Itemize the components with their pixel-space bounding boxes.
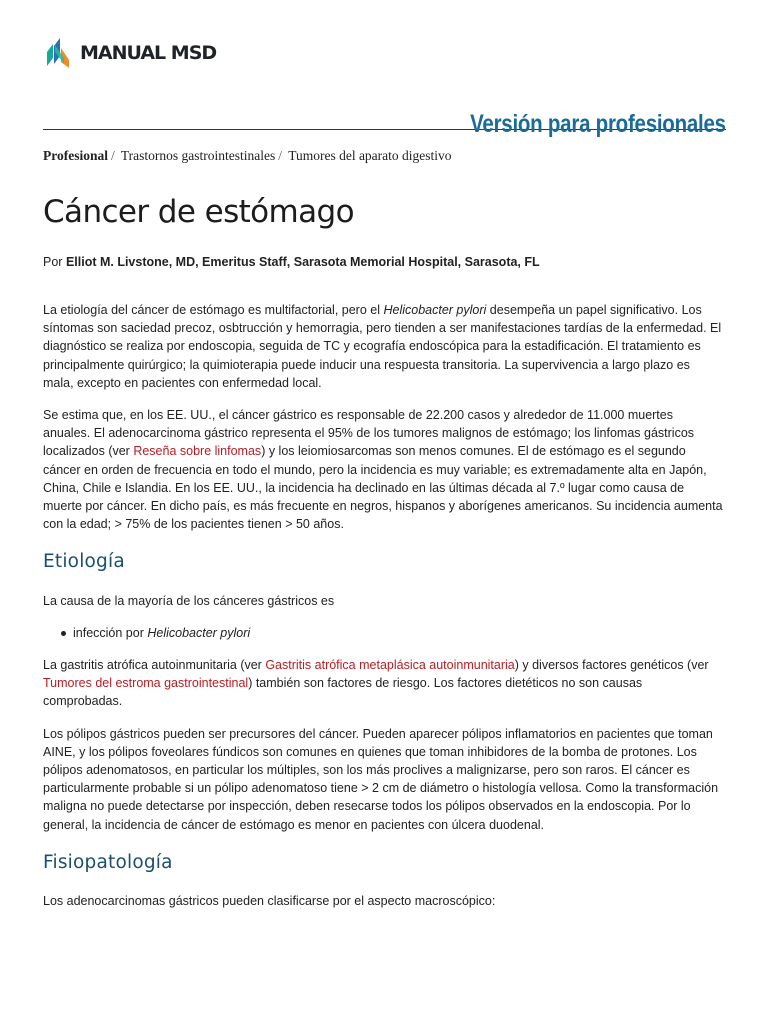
etiologia-list bbox=[43, 624, 723, 642]
summary-paragraph bbox=[43, 301, 723, 392]
byline bbox=[43, 253, 563, 271]
breadcrumb bbox=[43, 148, 452, 164]
msd-logo-icon bbox=[44, 36, 72, 70]
byline-prefix: Por bbox=[43, 255, 66, 269]
link-tumores-estroma[interactable]: Tumores del estroma gastrointestinal bbox=[43, 676, 249, 691]
brand-name: MANUAL MSD bbox=[80, 42, 217, 64]
intro-paragraph bbox=[43, 406, 723, 533]
summary-text-2: desempeña un papel significativo. Los síntomas son saciedad precoz, osbtrucción y hemorragia, pero tienden a ser manifestaciones tardías de la enfermedad. El diagnóstico se realiza por endoscopia, seguida de TC y ecografía endoscópica para la estadificación. El tratamiento es principalmente quirúrgico; la quimioterapia puede inducir una respuesta transitoria. La supervivencia a largo plazo es mala, excepto en pacientes con enfermedad local. bbox=[43, 303, 722, 390]
etiologia-p2-text-1: La gastritis atrófica autoinmunitaria (ver bbox=[43, 658, 266, 673]
breadcrumb-item-trastornos[interactable]: Trastornos gastrointestinales bbox=[120, 148, 276, 163]
bullet-text: infección por bbox=[73, 625, 148, 640]
breadcrumb-item-tumores[interactable]: Tumores del aparato digestivo bbox=[288, 148, 452, 163]
link-resena-linfomas[interactable]: Reseña sobre linfomas bbox=[133, 444, 262, 459]
breadcrumb-separator: / bbox=[111, 148, 115, 163]
list-item bbox=[61, 624, 723, 642]
etiologia-p2-text-2: ) y diversos factores genéticos (ver bbox=[514, 658, 709, 673]
etiologia-p2-text-3: ) también son factores de riesgo. Los factores dietéticos no son causas comprobadas. bbox=[43, 676, 643, 709]
etiologia-paragraph-2 bbox=[43, 656, 723, 711]
intro-text-1: Se estima que, en los EE. UU., el cáncer gástrico es responsable de 22.200 casos y alrededor de 11.000 muertes anuales. El adenocarcinoma gástrico representa el 95% de los tumores malignos de estómago; los linfomas gástricos localizados (ver bbox=[43, 408, 695, 459]
bullet-emphasis: Helicobacter pylori bbox=[147, 625, 251, 640]
section-heading-etiologia: Etiología bbox=[43, 551, 125, 573]
intro-text-2: ) y los leiomiosarcomas son menos comunes. El de estómago es el segundo cáncer en orden de frecuencia en todo el mundo, pero la incidencia es muy variable; es extremadamente alta en Japón, China, Chile e Islandia. En los EE. UU., la incidencia ha declinado en las últimas década al 7.º lugar como causa de muerte por cáncer. En dicho país, es más frecuente en negros, hispanos y aborígenes americanos. Su incidencia aumenta con la edad; > 75% de los pacientes tienen > 50 años. bbox=[43, 444, 723, 532]
page-title: Cáncer de estómago bbox=[43, 194, 354, 230]
etiologia-paragraph-3: Los pólipos gástricos pueden ser precursores del cáncer. Pueden aparecer pólipos inflamatorios en pacientes que toman AINE, y los pólipos foveolares fúndicos son comunes en quienes que toman inhibidores de la bomba de protones. Los pólipos adenomatosos, en particular los múltiples, son los más proclives a malignizarse, pero son raros. El cáncer es particularmente probable si un pólipo adenomatoso tiene > 2 cm de diámetro o histología vellosa. Como la transformación maligna no puede detectarse por inspección, deben resecarse todos los pólipos observados en la endoscopia. Por lo general, la incidencia de cáncer de estómago es menor en pacientes con úlcera duodenal. bbox=[43, 726, 719, 832]
link-gastritis-atrofica[interactable]: Gastritis atrófica metaplásica autoinmunitaria bbox=[265, 658, 515, 673]
breadcrumb-separator: / bbox=[278, 148, 283, 163]
article-body bbox=[43, 301, 723, 924]
section-heading-fisiopatologia: Fisiopatología bbox=[43, 851, 173, 873]
summary-emphasis: Helicobacter pylori bbox=[383, 303, 487, 317]
breadcrumb-item-profesional[interactable]: Profesional bbox=[43, 148, 108, 163]
version-label[interactable]: Versión para profesionales bbox=[470, 110, 726, 138]
site-logo[interactable] bbox=[44, 36, 216, 70]
summary-text-1: La etiología del cáncer de estómago es multifactorial, pero el bbox=[43, 303, 384, 317]
author-name: Elliot M. Livstone, MD, Emeritus Staff, Sarasota Memorial Hospital, Sarasota, FL bbox=[65, 255, 540, 269]
etiologia-lead: La causa de la mayoría de los cánceres gástricos es bbox=[43, 593, 335, 608]
fisiopatologia-lead: Los adenocarcinomas gástricos pueden clasificarse por el aspecto macroscópico: bbox=[43, 894, 496, 909]
